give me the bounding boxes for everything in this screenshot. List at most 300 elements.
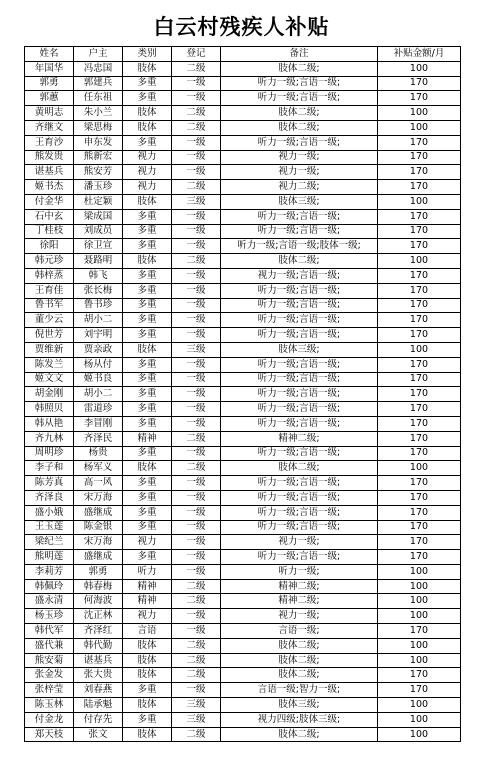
household-head-cell: 朱小兰	[74, 106, 123, 121]
subsidy-cell: 170	[378, 328, 461, 343]
household-head-cell: 鲁书珍	[74, 298, 123, 313]
table-row	[25, 76, 461, 91]
remarks-cell: 听力一级;言语一级;	[221, 372, 378, 387]
table-row	[25, 209, 461, 224]
name-cell: 付金龙	[25, 712, 74, 727]
name-cell: 倪世芳	[25, 328, 74, 343]
subsidy-cell: 100	[378, 254, 461, 269]
subsidy-cell: 170	[378, 402, 461, 417]
grade-cell: 二级	[172, 594, 221, 609]
remarks-cell: 肢体二级;	[221, 254, 378, 269]
grade-cell: 三级	[172, 342, 221, 357]
subsidy-cell: 170	[378, 520, 461, 535]
table-row	[25, 61, 461, 76]
name-cell: 年国华	[25, 61, 74, 76]
grade-cell: 一级	[172, 535, 221, 550]
subsidy-cell: 100	[378, 712, 461, 727]
remarks-cell: 肢体三级;	[221, 194, 378, 209]
remarks-cell: 听力一级;言语一级;	[221, 135, 378, 150]
remarks-cell: 听力一级;言语一级;	[221, 476, 378, 491]
name-cell: 胡金刚	[25, 387, 74, 402]
subsidy-cell: 170	[378, 431, 461, 446]
remarks-cell: 视力二级;	[221, 180, 378, 195]
table-row	[25, 579, 461, 594]
subsidy-cell: 170	[378, 668, 461, 683]
name-cell: 李子和	[25, 461, 74, 476]
household-head-cell: 韩代勤	[74, 638, 123, 653]
subsidy-cell: 100	[378, 106, 461, 121]
name-cell: 付金华	[25, 194, 74, 209]
category-cell: 肢体	[123, 461, 172, 476]
household-head-cell: 张大贵	[74, 668, 123, 683]
category-cell: 肢体	[123, 120, 172, 135]
name-cell: 王玉莲	[25, 520, 74, 535]
name-cell: 王育沙	[25, 135, 74, 150]
subsidy-table	[24, 46, 461, 742]
category-cell: 多重	[123, 357, 172, 372]
grade-cell: 一级	[172, 476, 221, 491]
category-cell: 多重	[123, 490, 172, 505]
table-row	[25, 91, 461, 106]
remarks-cell: 听力一级;言语一级;	[221, 313, 378, 328]
category-cell: 多重	[123, 313, 172, 328]
remarks-cell: 精神二级;	[221, 431, 378, 446]
remarks-cell: 听力一级;言语一级;	[221, 91, 378, 106]
name-cell: 郑天枝	[25, 727, 74, 742]
household-head-cell: 杨军义	[74, 461, 123, 476]
name-cell: 徐阳	[25, 239, 74, 254]
remarks-cell: 视力一级;	[221, 150, 378, 165]
remarks-cell: 视力四级;肢体三级;	[221, 712, 378, 727]
remarks-cell: 听力一级;言语一级;	[221, 505, 378, 520]
table-row	[25, 313, 461, 328]
category-cell: 肢体	[123, 342, 172, 357]
table-row	[25, 476, 461, 491]
subsidy-cell: 100	[378, 609, 461, 624]
subsidy-cell: 170	[378, 624, 461, 639]
category-cell: 肢体	[123, 653, 172, 668]
category-cell: 多重	[123, 505, 172, 520]
household-head-cell: 刘春燕	[74, 683, 123, 698]
remarks-cell: 听力一级;言语一级;	[221, 402, 378, 417]
remarks-cell: 听力一级;言语一级;	[221, 224, 378, 239]
category-cell: 多重	[123, 135, 172, 150]
subsidy-cell: 170	[378, 224, 461, 239]
category-cell: 言语	[123, 624, 172, 639]
household-head-cell: 高一风	[74, 476, 123, 491]
household-head-cell: 梁成国	[74, 209, 123, 224]
household-head-cell: 熊安芳	[74, 165, 123, 180]
category-cell: 多重	[123, 224, 172, 239]
household-head-cell: 雷道珍	[74, 402, 123, 417]
name-cell: 郭勇	[25, 76, 74, 91]
household-head-cell: 陈金银	[74, 520, 123, 535]
table-row	[25, 505, 461, 520]
household-head-cell: 刘成员	[74, 224, 123, 239]
header-name: 姓名	[25, 47, 74, 62]
name-cell: 盛小娥	[25, 505, 74, 520]
household-head-cell: 郭勇	[74, 564, 123, 579]
household-head-cell: 申东发	[74, 135, 123, 150]
table-row	[25, 520, 461, 535]
remarks-cell: 听力一级;言语一级;	[221, 209, 378, 224]
name-cell: 郭蕙	[25, 91, 74, 106]
household-head-cell: 胡小二	[74, 313, 123, 328]
grade-cell: 一级	[172, 91, 221, 106]
category-cell: 肢体	[123, 194, 172, 209]
name-cell: 齐继文	[25, 120, 74, 135]
remarks-cell: 听力一级;言语一级;	[221, 446, 378, 461]
category-cell: 多重	[123, 91, 172, 106]
table-row	[25, 402, 461, 417]
name-cell: 熊安菊	[25, 653, 74, 668]
category-cell: 肢体	[123, 106, 172, 121]
grade-cell: 二级	[172, 579, 221, 594]
household-head-cell: 杨从付	[74, 357, 123, 372]
table-row	[25, 416, 461, 431]
name-cell: 盛永清	[25, 594, 74, 609]
header-remarks: 备注	[221, 47, 378, 62]
remarks-cell: 视力一级;	[221, 535, 378, 550]
name-cell: 姬文文	[25, 372, 74, 387]
subsidy-cell: 170	[378, 313, 461, 328]
category-cell: 多重	[123, 387, 172, 402]
subsidy-cell: 170	[378, 268, 461, 283]
remarks-cell: 听力一级;言语一级;	[221, 490, 378, 505]
grade-cell: 一级	[172, 372, 221, 387]
table-row	[25, 431, 461, 446]
remarks-cell: 肢体二级;	[221, 668, 378, 683]
grade-cell: 一级	[172, 165, 221, 180]
grade-cell: 一级	[172, 387, 221, 402]
grade-cell: 一级	[172, 357, 221, 372]
household-head-cell: 李冒刚	[74, 416, 123, 431]
category-cell: 视力	[123, 150, 172, 165]
grade-cell: 二级	[172, 668, 221, 683]
remarks-cell: 听力一级;言语一级;肢体一级;	[221, 239, 378, 254]
table-row	[25, 727, 461, 742]
table-row	[25, 135, 461, 150]
subsidy-cell: 100	[378, 120, 461, 135]
subsidy-cell: 170	[378, 298, 461, 313]
household-head-cell: 杜定颖	[74, 194, 123, 209]
household-head-cell: 沈正林	[74, 609, 123, 624]
table-row	[25, 624, 461, 639]
category-cell: 视力	[123, 609, 172, 624]
remarks-cell: 言语一级;智力一级;	[221, 683, 378, 698]
household-head-cell: 韩飞	[74, 268, 123, 283]
grade-cell: 三级	[172, 698, 221, 713]
category-cell: 多重	[123, 416, 172, 431]
subsidy-cell: 100	[378, 653, 461, 668]
table-row	[25, 254, 461, 269]
table-row	[25, 372, 461, 387]
category-cell: 多重	[123, 298, 172, 313]
subsidy-cell: 100	[378, 342, 461, 357]
category-cell: 精神	[123, 579, 172, 594]
subsidy-cell: 170	[378, 372, 461, 387]
grade-cell: 二级	[172, 638, 221, 653]
subsidy-cell: 170	[378, 416, 461, 431]
remarks-cell: 听力一级;言语一级;	[221, 283, 378, 298]
remarks-cell: 听力一级;言语一级;	[221, 357, 378, 372]
category-cell: 视力	[123, 535, 172, 550]
name-cell: 韩照贝	[25, 402, 74, 417]
name-cell: 陈发兰	[25, 357, 74, 372]
grade-cell: 一级	[172, 520, 221, 535]
grade-cell: 一级	[172, 609, 221, 624]
category-cell: 肢体	[123, 668, 172, 683]
grade-cell: 二级	[172, 106, 221, 121]
remarks-cell: 肢体二级;	[221, 727, 378, 742]
category-cell: 多重	[123, 209, 172, 224]
table-row	[25, 268, 461, 283]
name-cell: 王育佳	[25, 283, 74, 298]
household-head-cell: 胡小二	[74, 387, 123, 402]
name-cell: 韩从艳	[25, 416, 74, 431]
name-cell: 熊发贵	[25, 150, 74, 165]
subsidy-cell: 100	[378, 564, 461, 579]
grade-cell: 一级	[172, 446, 221, 461]
table-row	[25, 550, 461, 565]
household-head-cell: 齐泽红	[74, 624, 123, 639]
table-row	[25, 224, 461, 239]
subsidy-cell: 170	[378, 550, 461, 565]
grade-cell: 一级	[172, 298, 221, 313]
category-cell: 肢体	[123, 61, 172, 76]
grade-cell: 一级	[172, 239, 221, 254]
name-cell: 韩梓蒸	[25, 268, 74, 283]
household-head-cell: 张文	[74, 727, 123, 742]
subsidy-cell: 170	[378, 476, 461, 491]
subsidy-cell: 170	[378, 91, 461, 106]
category-cell: 精神	[123, 431, 172, 446]
household-head-cell: 刘宇明	[74, 328, 123, 343]
table-row	[25, 120, 461, 135]
subsidy-cell: 170	[378, 535, 461, 550]
category-cell: 多重	[123, 446, 172, 461]
table-row	[25, 239, 461, 254]
remarks-cell: 肢体三级;	[221, 342, 378, 357]
category-cell: 多重	[123, 402, 172, 417]
name-cell: 熊明莲	[25, 550, 74, 565]
name-cell: 陈芳真	[25, 476, 74, 491]
subsidy-cell: 100	[378, 461, 461, 476]
category-cell: 多重	[123, 239, 172, 254]
table-row	[25, 283, 461, 298]
table-body	[25, 61, 461, 742]
grade-cell: 三级	[172, 712, 221, 727]
category-cell: 多重	[123, 476, 172, 491]
category-cell: 视力	[123, 165, 172, 180]
subsidy-cell: 100	[378, 698, 461, 713]
grade-cell: 一级	[172, 416, 221, 431]
name-cell: 张金发	[25, 668, 74, 683]
grade-cell: 二级	[172, 431, 221, 446]
remarks-cell: 听力一级;言语一级;	[221, 76, 378, 91]
category-cell: 多重	[123, 283, 172, 298]
household-head-cell: 姬书良	[74, 372, 123, 387]
category-cell: 多重	[123, 372, 172, 387]
remarks-cell: 听力一级;言语一级;	[221, 328, 378, 343]
subsidy-cell: 170	[378, 209, 461, 224]
table-row	[25, 328, 461, 343]
header-category: 类别	[123, 47, 172, 62]
grade-cell: 一级	[172, 683, 221, 698]
table-row	[25, 461, 461, 476]
name-cell: 黄明志	[25, 106, 74, 121]
category-cell: 多重	[123, 268, 172, 283]
table-row	[25, 106, 461, 121]
household-head-cell: 张长梅	[74, 283, 123, 298]
category-cell: 肢体	[123, 727, 172, 742]
name-cell: 董少云	[25, 313, 74, 328]
category-cell: 精神	[123, 594, 172, 609]
name-cell: 周明珍	[25, 446, 74, 461]
name-cell: 张梓莹	[25, 683, 74, 698]
table-row	[25, 609, 461, 624]
grade-cell: 一级	[172, 283, 221, 298]
grade-cell: 三级	[172, 194, 221, 209]
category-cell: 多重	[123, 328, 172, 343]
header-grade: 登记	[172, 47, 221, 62]
household-head-cell: 齐泽民	[74, 431, 123, 446]
remarks-cell: 视力一级;	[221, 609, 378, 624]
household-head-cell: 冯忠国	[74, 61, 123, 76]
household-head-cell: 潘玉珍	[74, 180, 123, 195]
header-household-head: 户主	[74, 47, 123, 62]
name-cell: 鲁书军	[25, 298, 74, 313]
subsidy-cell: 170	[378, 683, 461, 698]
remarks-cell: 肢体二级;	[221, 106, 378, 121]
subsidy-cell: 170	[378, 165, 461, 180]
remarks-cell: 听力一级;言语一级;	[221, 416, 378, 431]
remarks-cell: 肢体二级;	[221, 653, 378, 668]
household-head-cell: 熊新宏	[74, 150, 123, 165]
grade-cell: 一级	[172, 135, 221, 150]
table-row	[25, 698, 461, 713]
remarks-cell: 肢体二级;	[221, 61, 378, 76]
subsidy-cell: 170	[378, 446, 461, 461]
remarks-cell: 言语一级;	[221, 624, 378, 639]
household-head-cell: 盛继成	[74, 505, 123, 520]
household-head-cell: 盛继成	[74, 550, 123, 565]
subsidy-cell: 100	[378, 579, 461, 594]
name-cell: 齐泽良	[25, 490, 74, 505]
grade-cell: 一级	[172, 76, 221, 91]
name-cell: 李莉芳	[25, 564, 74, 579]
subsidy-cell: 170	[378, 387, 461, 402]
grade-cell: 一级	[172, 402, 221, 417]
remarks-cell: 听力一级;言语一级;	[221, 387, 378, 402]
table-row	[25, 446, 461, 461]
remarks-cell: 肢体二级;	[221, 638, 378, 653]
table-row	[25, 668, 461, 683]
subsidy-cell: 100	[378, 594, 461, 609]
grade-cell: 一级	[172, 490, 221, 505]
name-cell: 姬书杰	[25, 180, 74, 195]
household-head-cell: 杨贵	[74, 446, 123, 461]
household-head-cell: 韩春梅	[74, 579, 123, 594]
name-cell: 齐九林	[25, 431, 74, 446]
table-row	[25, 387, 461, 402]
name-cell: 梁纪兰	[25, 535, 74, 550]
household-head-cell: 付存先	[74, 712, 123, 727]
table-row	[25, 490, 461, 505]
grade-cell: 一级	[172, 550, 221, 565]
grade-cell: 一级	[172, 268, 221, 283]
subsidy-cell: 100	[378, 61, 461, 76]
table-row	[25, 653, 461, 668]
subsidy-cell: 170	[378, 135, 461, 150]
header-monthly-subsidy: 补贴金额/月	[378, 47, 461, 62]
grade-cell: 一级	[172, 328, 221, 343]
name-cell: 陈玉林	[25, 698, 74, 713]
subsidy-cell: 170	[378, 76, 461, 91]
category-cell: 肢体	[123, 638, 172, 653]
table-row	[25, 564, 461, 579]
grade-cell: 二级	[172, 120, 221, 135]
table-row	[25, 638, 461, 653]
table-row	[25, 712, 461, 727]
household-head-cell: 聂路明	[74, 254, 123, 269]
grade-cell: 一级	[172, 505, 221, 520]
table-row	[25, 342, 461, 357]
category-cell: 多重	[123, 712, 172, 727]
household-head-cell: 梁思梅	[74, 120, 123, 135]
subsidy-cell: 170	[378, 505, 461, 520]
table-row	[25, 298, 461, 313]
subsidy-cell: 170	[378, 490, 461, 505]
subsidy-cell: 170	[378, 239, 461, 254]
remarks-cell: 肢体二级;	[221, 120, 378, 135]
name-cell: 韩元珍	[25, 254, 74, 269]
grade-cell: 一级	[172, 564, 221, 579]
table-row	[25, 594, 461, 609]
name-cell: 丁桂枝	[25, 224, 74, 239]
grade-cell: 一级	[172, 624, 221, 639]
household-head-cell: 谌基兵	[74, 653, 123, 668]
remarks-cell: 肢体三级;	[221, 698, 378, 713]
table-row	[25, 194, 461, 209]
subsidy-cell: 100	[378, 727, 461, 742]
subsidy-cell: 170	[378, 150, 461, 165]
grade-cell: 二级	[172, 653, 221, 668]
name-cell: 谌基兵	[25, 165, 74, 180]
household-head-cell: 徐卫宣	[74, 239, 123, 254]
grade-cell: 一级	[172, 150, 221, 165]
subsidy-cell: 170	[378, 283, 461, 298]
grade-cell: 一级	[172, 209, 221, 224]
household-head-cell: 贾亲政	[74, 342, 123, 357]
remarks-cell: 精神二级;	[221, 579, 378, 594]
category-cell: 多重	[123, 683, 172, 698]
household-head-cell: 宋万海	[74, 535, 123, 550]
name-cell: 韩代军	[25, 624, 74, 639]
name-cell: 石中玄	[25, 209, 74, 224]
grade-cell: 二级	[172, 254, 221, 269]
household-head-cell: 何海波	[74, 594, 123, 609]
category-cell: 肢体	[123, 698, 172, 713]
name-cell: 杨玉珍	[25, 609, 74, 624]
grade-cell: 一级	[172, 313, 221, 328]
category-cell: 视力	[123, 180, 172, 195]
remarks-cell: 肢体二级;	[221, 461, 378, 476]
household-head-cell: 任东祖	[74, 91, 123, 106]
table-row	[25, 535, 461, 550]
category-cell: 肢体	[123, 254, 172, 269]
grade-cell: 二级	[172, 727, 221, 742]
